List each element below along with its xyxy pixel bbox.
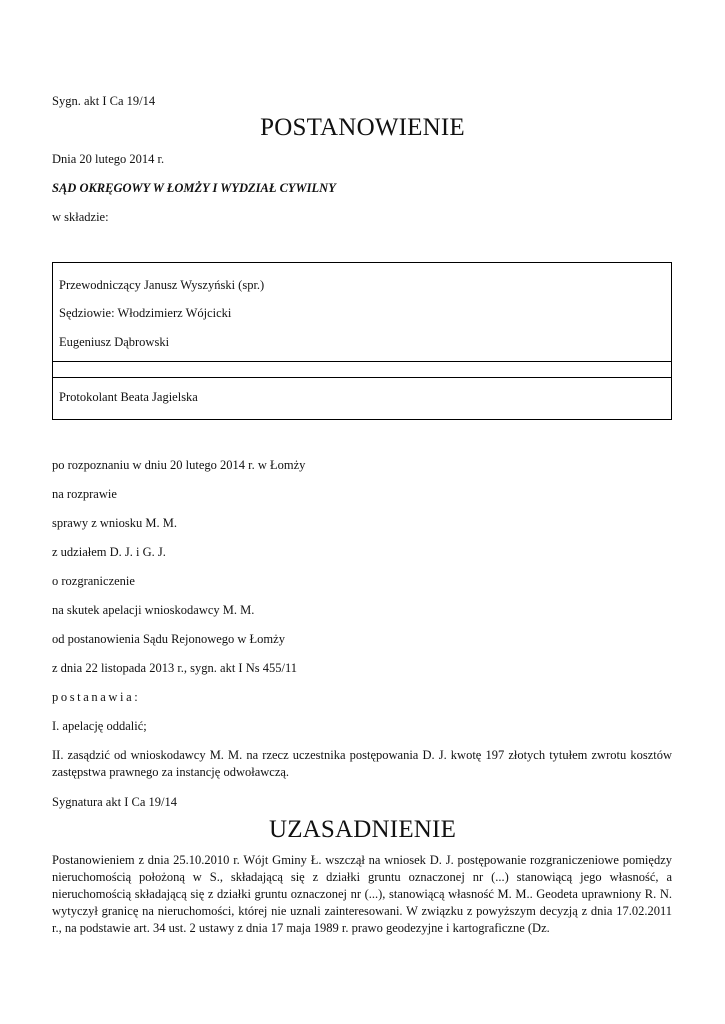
proceeding-line: z dnia 22 listopada 2013 r., sygn. akt I Ns 455/11 bbox=[52, 661, 297, 675]
decision-date: Dnia 20 lutego 2014 r. bbox=[52, 152, 165, 166]
judges: Sędziowie: Włodzimierz Wójcicki bbox=[59, 306, 232, 320]
recorder-table bbox=[52, 377, 672, 420]
document-title: POSTANOWIENIE bbox=[260, 114, 465, 141]
composition-table-gap-row bbox=[52, 362, 672, 378]
proceeding-line: sprawy z wniosku M. M. bbox=[52, 516, 177, 530]
second-judge: Eugeniusz Dąbrowski bbox=[59, 335, 170, 349]
justification-title: UZASADNIENIE bbox=[268, 816, 457, 843]
ruling-item-1: I. apelację oddalić; bbox=[52, 719, 147, 733]
proceeding-line: po rozpoznaniu w dniu 20 lutego 2014 r. w Łomży bbox=[52, 458, 306, 472]
court-name: SĄD OKRĘGOWY W ŁOMŻY I WYDZIAŁ CYWILNY bbox=[52, 181, 336, 195]
proceeding-line: z udziałem D. J. i G. J. bbox=[52, 545, 166, 559]
court-recorder: Protokolant Beata Jagielska bbox=[59, 390, 198, 404]
decision-heading: postanawia: bbox=[52, 690, 141, 704]
proceeding-line: o rozgraniczenie bbox=[52, 574, 135, 588]
composition-table bbox=[52, 262, 672, 362]
case-reference: Sygn. akt I Ca 19/14 bbox=[52, 94, 156, 108]
proceeding-line: na skutek apelacji wnioskodawcy M. M. bbox=[52, 603, 255, 617]
presiding-judge: Przewodniczący Janusz Wyszyński (spr.) bbox=[59, 278, 265, 292]
proceeding-line: na rozprawie bbox=[52, 487, 117, 501]
justification-case-reference: Sygnatura akt I Ca 19/14 bbox=[52, 795, 177, 809]
composition-intro: w składzie: bbox=[52, 210, 109, 224]
proceeding-line: od postanowienia Sądu Rejonowego w Łomży bbox=[52, 632, 285, 646]
ruling-item-2: II. zasądzić od wnioskodawcy M. M. na rzecz uczestnika postępowania D. J. kwotę 197 złotych tytułem zwrotu kosztów zastępstwa prawnego za instancję odwoławczą. bbox=[52, 748, 672, 779]
justification-paragraph: Postanowieniem z dnia 25.10.2010 r. Wójt Gminy Ł. wszczął na wniosek D. J. postępowanie rozgraniczeniowe pomiędzy nieruchomością położoną w S., składającą się z działki gruntu oznaczonej nr (...) stanowiącą jego własność, a nieruchomością składającą się z działki gruntu oznaczonej nr (...), stanowiącą własność M. M.. Geodeta uprawniony R. N. wytyczył granicę na nieruchomości, której nie uznali zainteresowani. W związku z powyższym decyzją z dnia 17.02.2011 r., na podstawie art. 34 ust. 2 ustawy z dnia 17 maja 1989 r. prawo geodezyjne i kartograficzne (Dz. bbox=[52, 853, 672, 935]
